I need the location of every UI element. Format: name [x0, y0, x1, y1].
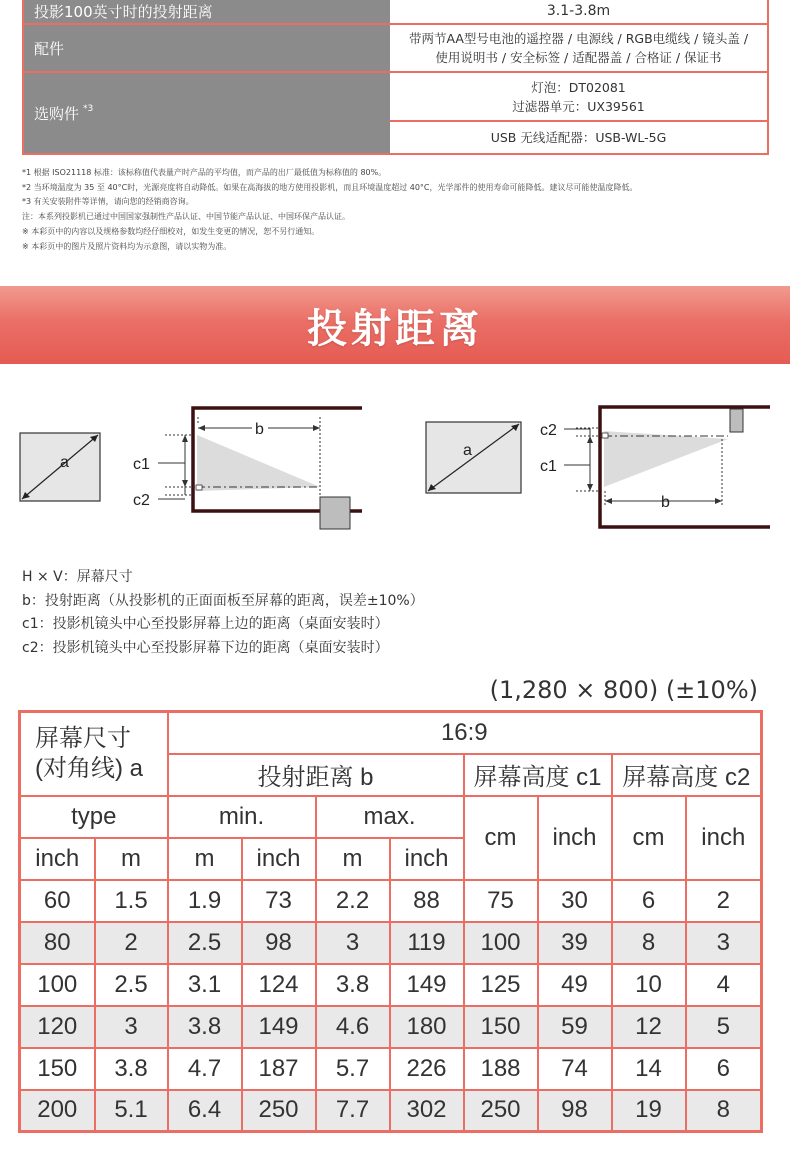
header-aspect: 16:9	[168, 712, 762, 754]
label-b: b	[255, 421, 264, 438]
header-min: min.	[168, 796, 316, 838]
ceiling-mount-diagram	[410, 395, 790, 540]
table-cell: 149	[390, 964, 464, 1006]
table-cell: 88	[390, 880, 464, 922]
section-banner	[0, 286, 790, 364]
table-cell: 200	[20, 1090, 95, 1132]
footnote-3: *3 有关安装附件等详情，请向您的经销商咨询。	[22, 197, 194, 207]
legend-c2: c2：投影机镜头中心至投影屏幕下边的距离（桌面安装时）	[22, 639, 389, 656]
table-cell: 6	[612, 880, 686, 922]
table-cell: 5	[686, 1006, 762, 1048]
spec-value-options	[390, 73, 767, 153]
label-b: b	[661, 494, 670, 511]
options-label: 选购件	[34, 104, 80, 123]
header-min-inch: inch	[242, 838, 316, 880]
table-cell: 150	[20, 1048, 95, 1090]
label-c2: c2	[540, 422, 557, 439]
legend-screen-size: H × V：屏幕尺寸	[22, 569, 133, 585]
table-cell: 149	[242, 1006, 316, 1048]
table-cell: 302	[390, 1090, 464, 1132]
table-cell: 119	[390, 922, 464, 964]
table-cell: 98	[538, 1090, 612, 1132]
spec-row-throw	[24, 0, 767, 23]
table-cell: 39	[538, 922, 612, 964]
projector-box	[320, 497, 350, 529]
options-sub-lamp-filter	[390, 73, 767, 120]
b-arrow-right	[313, 425, 320, 431]
table-cell: 60	[20, 880, 95, 922]
table-cell: 226	[390, 1048, 464, 1090]
footnote-changes: ※ 本彩页中的内容以及规格参数均经仔细校对，如发生变更的情况，恕不另行通知。	[22, 226, 320, 236]
table-cell: 3	[95, 1006, 168, 1048]
light-beam	[604, 431, 728, 487]
table-cell: 188	[464, 1048, 538, 1090]
light-beam	[197, 435, 320, 491]
header-max-m: m	[316, 838, 390, 880]
label-c1: c1	[133, 456, 150, 473]
label-c2: c2	[133, 492, 150, 509]
spec-row-options	[24, 71, 767, 153]
table-cell: 250	[464, 1090, 538, 1132]
table-cell: 2.2	[316, 880, 390, 922]
table-cell: 250	[242, 1090, 316, 1132]
table-cell: 6.4	[168, 1090, 242, 1132]
table-cell: 4.6	[316, 1006, 390, 1048]
header-screen-size	[20, 712, 168, 796]
table-cell: 125	[464, 964, 538, 1006]
table-cell: 3.8	[316, 964, 390, 1006]
c1-arrow-top	[182, 435, 188, 442]
spec-table	[22, 0, 769, 155]
table-cell: 2.5	[168, 922, 242, 964]
spec-value-accessories	[390, 25, 767, 71]
option-usb-adapter: USB 无线适配器：USB-WL-5G	[490, 130, 667, 146]
header-c1-inch: inch	[538, 796, 612, 880]
header-c1-cm: cm	[464, 796, 538, 880]
header-c1: 屏幕高度 c1	[464, 754, 612, 796]
options-sub-usb	[390, 120, 767, 153]
lens-marker	[196, 485, 202, 490]
header-type: type	[20, 796, 168, 838]
footnote-1: *1 根据 ISO21118 标准：该标称值代表量产时产品的平均值，而产品的出厂最低值为标称值的 80%。	[22, 168, 387, 177]
desk-mount-diagram	[0, 395, 380, 540]
projector-box	[730, 409, 743, 432]
footnote-certification: 注：本系列投影机已通过中国国家强制性产品认证、中国节能产品认证、中国环保产品认证。	[22, 212, 350, 222]
header-screen-size-line2: (对角线) a	[35, 754, 143, 782]
header-c2-inch: inch	[686, 796, 762, 880]
label-c1: c1	[540, 458, 557, 475]
legend-c1: c1：投影机镜头中心至投影屏幕上边的距离（桌面安装时）	[22, 616, 389, 632]
table-cell: 30	[538, 880, 612, 922]
table-cell: 5.7	[316, 1048, 390, 1090]
footnote-2: *2 当环境温度为 35 至 40°C时，光源亮度将自动降低。如果在高海拔的地方使用投影机，而且环境温度超过 40°C，光学部件的使用寿命可能降低。建议尽可能使温度降低。	[22, 182, 638, 192]
table-cell: 73	[242, 880, 316, 922]
table-cell: 8	[686, 1090, 762, 1132]
table-cell: 6	[686, 1048, 762, 1090]
table-cell: 5.1	[95, 1090, 168, 1132]
c1-arrow-bottom	[587, 484, 593, 491]
table-cell: 10	[612, 964, 686, 1006]
header-min-m: m	[168, 838, 242, 880]
table-cell: 2	[95, 922, 168, 964]
label-a: a	[463, 442, 472, 459]
b-arrow-left	[198, 425, 205, 431]
table-cell: 98	[242, 922, 316, 964]
table-cell: 3	[316, 922, 390, 964]
legend-throw-distance: b：投射距离（从投影机的正面面板至屏幕的距离，误差±10%）	[22, 592, 424, 609]
projection-table-body	[20, 880, 762, 1132]
table-cell: 3	[686, 922, 762, 964]
table-row	[20, 922, 762, 964]
accessories-line-1: 带两节AA型号电池的遥控器 / 电源线 / RGB电缆线 / 镜头盖 /	[408, 31, 749, 46]
header-c2: 屏幕高度 c2	[612, 754, 762, 796]
table-cell: 19	[612, 1090, 686, 1132]
table-cell: 4.7	[168, 1048, 242, 1090]
table-cell: 4	[686, 964, 762, 1006]
table-cell: 14	[612, 1048, 686, 1090]
header-screen-size-line1: 屏幕尺寸	[35, 724, 131, 752]
table-cell: 49	[538, 964, 612, 1006]
table-cell: 2	[686, 880, 762, 922]
b-arrow-left	[605, 498, 612, 504]
banner-title: 投射距离	[307, 305, 483, 352]
table-row	[20, 1090, 762, 1132]
table-row	[20, 880, 762, 922]
table-cell: 1.5	[95, 880, 168, 922]
table-cell: 75	[464, 880, 538, 922]
table-row	[20, 1048, 762, 1090]
footnotes	[22, 166, 772, 254]
c1-arrow-top	[587, 436, 593, 443]
option-lamp: 灯泡：DT02081	[531, 79, 626, 95]
table-cell: 7.7	[316, 1090, 390, 1132]
table-cell: 1.9	[168, 880, 242, 922]
lens-marker	[602, 433, 608, 438]
table-cell: 100	[20, 964, 95, 1006]
table-cell: 180	[390, 1006, 464, 1048]
table-cell: 187	[242, 1048, 316, 1090]
header-max-inch: inch	[390, 838, 464, 880]
header-max: max.	[316, 796, 464, 838]
table-cell: 8	[612, 922, 686, 964]
options-note-mark: *3	[83, 104, 94, 114]
table-cell: 74	[538, 1048, 612, 1090]
header-c2-cm: cm	[612, 796, 686, 880]
table-cell: 150	[464, 1006, 538, 1048]
spec-row-accessories	[24, 23, 767, 71]
projection-table	[18, 710, 763, 1133]
accessories-line-2: 使用说明书 / 安全标签 / 适配器盖 / 合格证 / 保证书	[435, 50, 722, 65]
table-cell: 59	[538, 1006, 612, 1048]
footnote-images: ※ 本彩页中的图片及照片资料均为示意图，请以实物为准。	[22, 241, 232, 251]
header-throw-distance: 投射距离 b	[168, 754, 464, 796]
spec-label-options	[24, 73, 390, 153]
resolution-label: (1,280 × 800) (±10%)	[489, 676, 758, 704]
table-cell: 2.5	[95, 964, 168, 1006]
table-cell: 12	[612, 1006, 686, 1048]
table-cell: 124	[242, 964, 316, 1006]
table-row	[20, 1006, 762, 1048]
header-type-inch: inch	[20, 838, 95, 880]
table-cell: 100	[464, 922, 538, 964]
table-row	[20, 964, 762, 1006]
spec-value-throw: 3.1-3.8m	[546, 3, 611, 19]
spec-label-throw: 投影100英寸时的投射距离	[24, 0, 390, 23]
diagram-legend	[22, 566, 424, 660]
c1-arrow-bottom	[182, 480, 188, 487]
spec-label-accessories: 配件	[24, 25, 390, 71]
header-type-m: m	[95, 838, 168, 880]
option-filter: 过滤器单元：UX39561	[512, 98, 645, 114]
b-arrow-right	[715, 498, 722, 504]
table-cell: 120	[20, 1006, 95, 1048]
table-cell: 80	[20, 922, 95, 964]
label-a: a	[60, 454, 69, 471]
table-cell: 3.1	[168, 964, 242, 1006]
table-cell: 3.8	[168, 1006, 242, 1048]
table-cell: 3.8	[95, 1048, 168, 1090]
